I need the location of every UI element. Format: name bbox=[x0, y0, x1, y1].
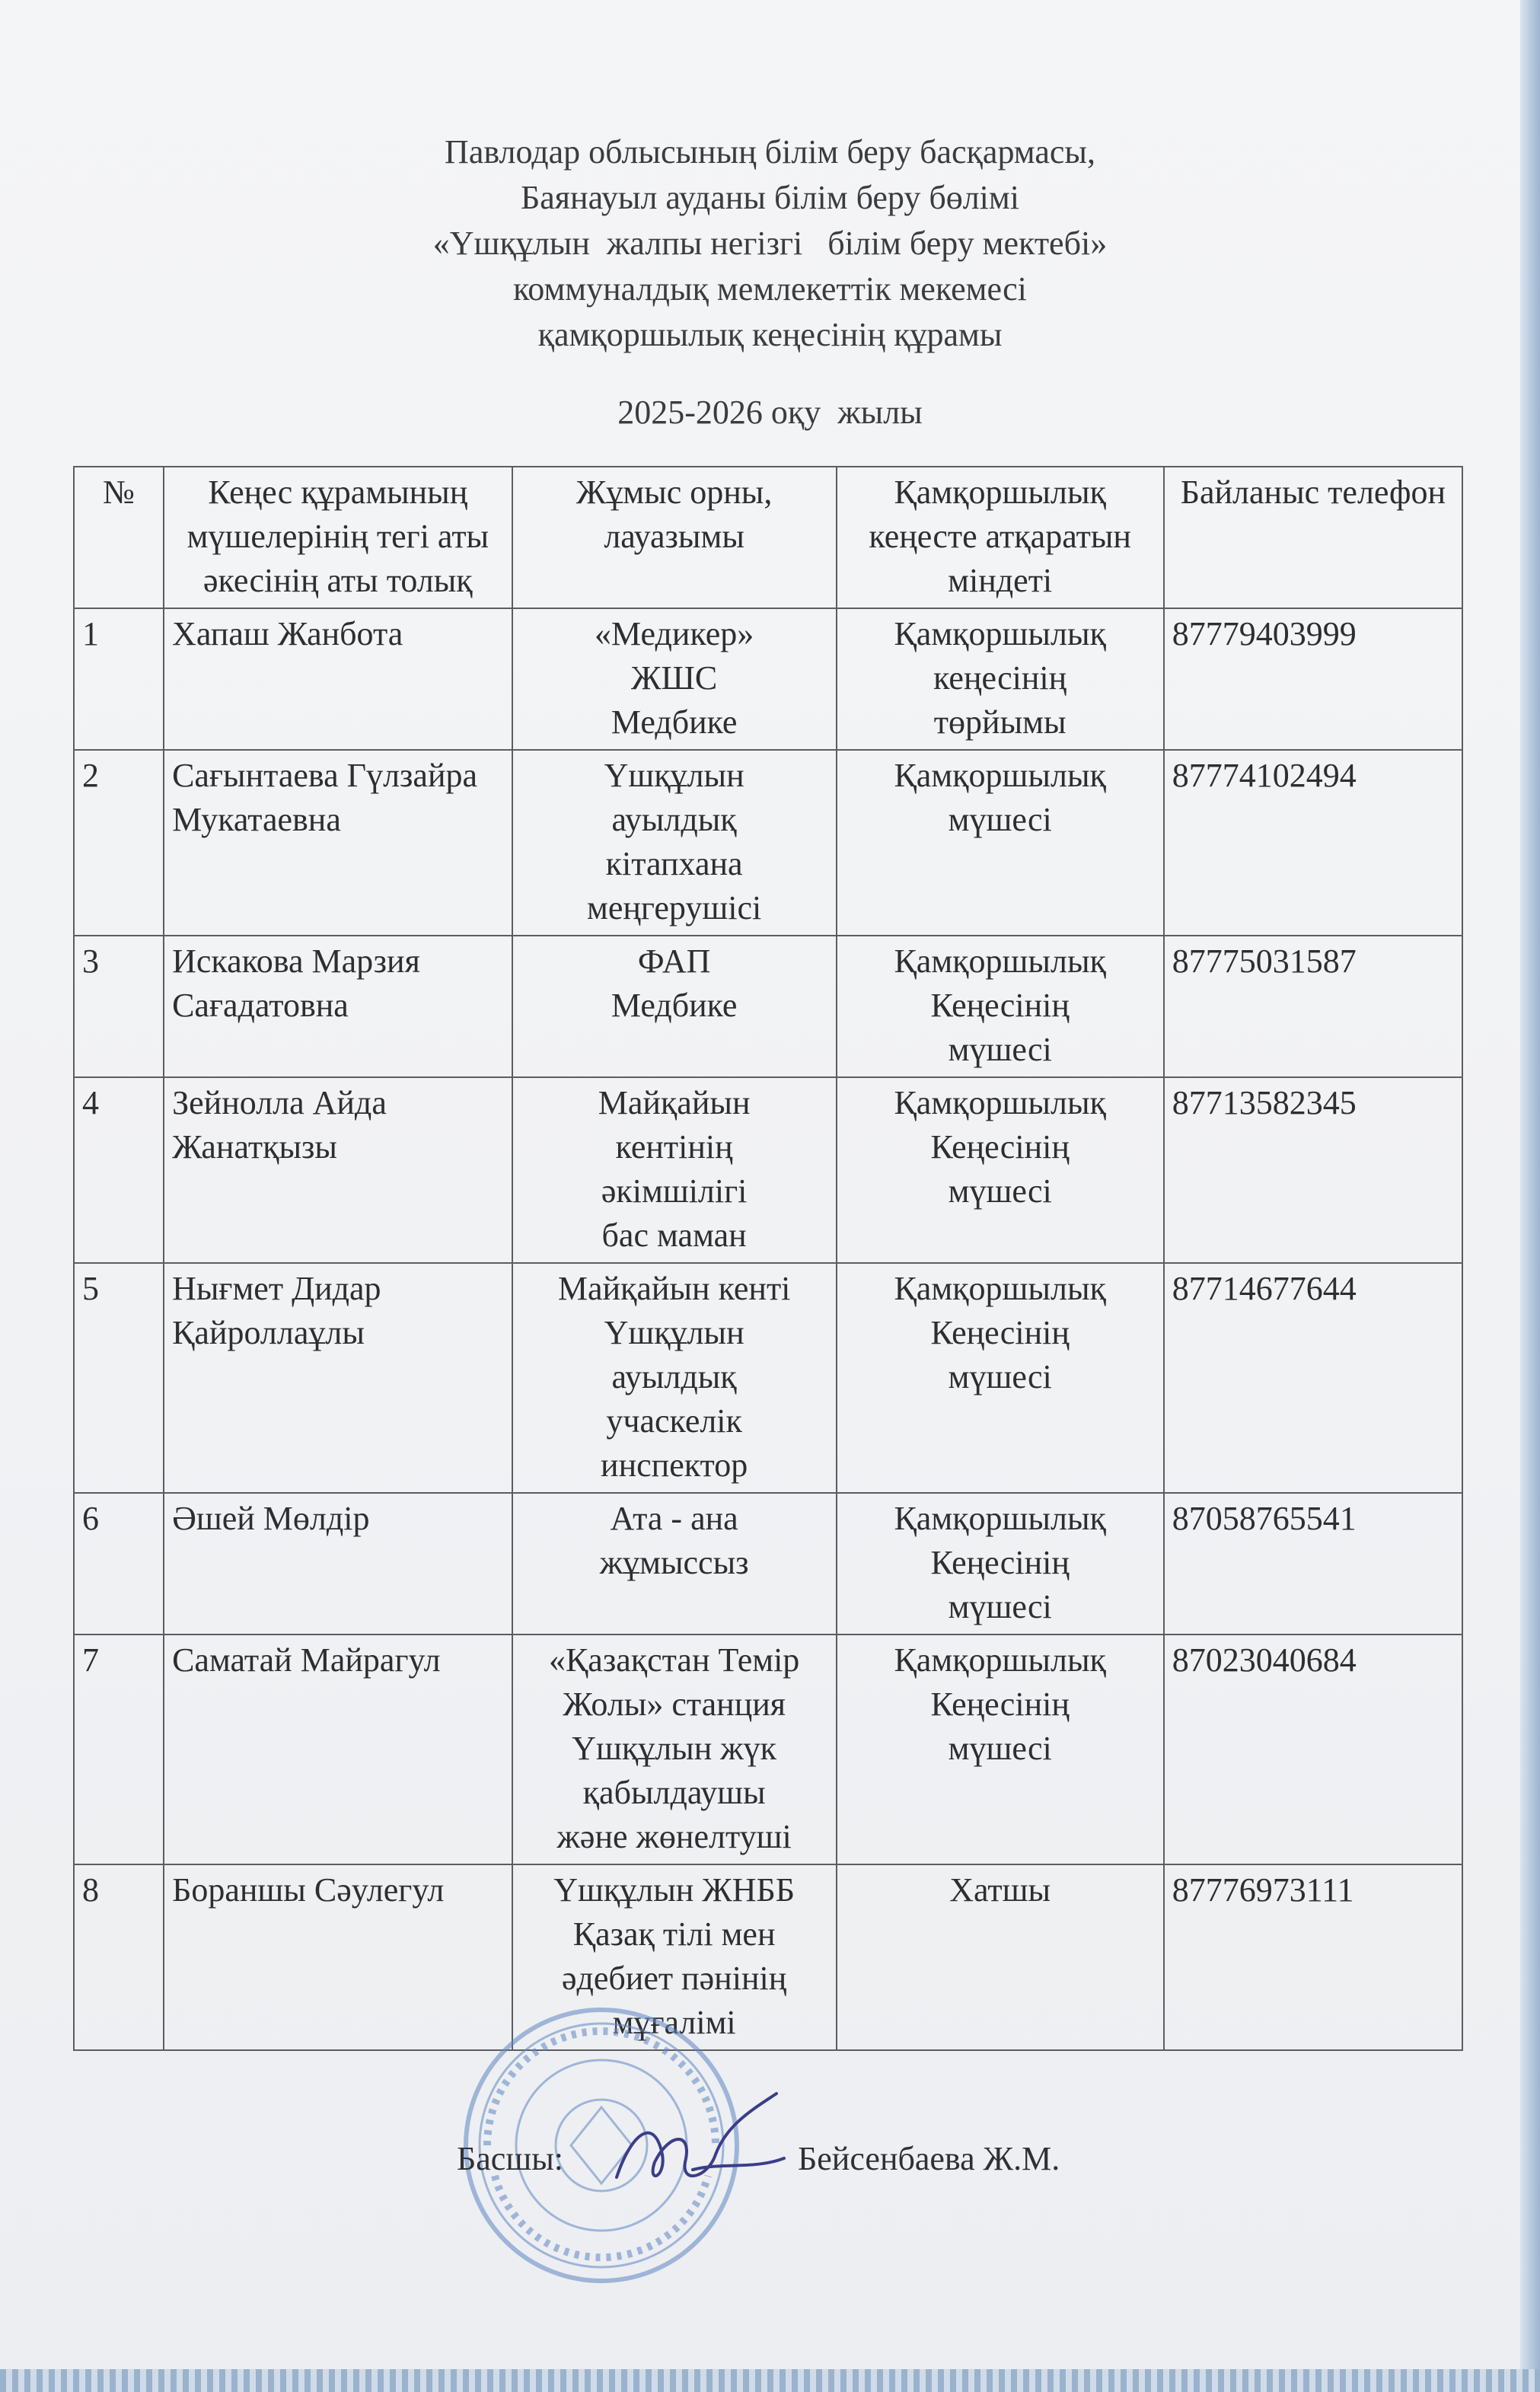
job-line: кентінің bbox=[615, 1128, 733, 1166]
row-number: 5 bbox=[74, 1263, 164, 1493]
member-job bbox=[512, 936, 837, 1077]
job-line: инспектор bbox=[601, 1446, 748, 1484]
table-row bbox=[74, 1493, 1462, 1635]
member-name: Зейнолла Айда Жанатқызы bbox=[164, 1077, 512, 1263]
duty-line: Кеңесінің bbox=[930, 1128, 1070, 1166]
job-line: жұмыссыз bbox=[599, 1544, 749, 1581]
row-number: 1 bbox=[74, 608, 164, 750]
member-phone: 87779403999 bbox=[1164, 608, 1462, 750]
row-number: 3 bbox=[74, 936, 164, 1077]
header-line: Павлодар облысының білім беру басқармасы, bbox=[445, 133, 1095, 171]
job-line: «Қазақстан Темір bbox=[548, 1641, 800, 1679]
table-row bbox=[74, 608, 1462, 750]
member-job bbox=[512, 1263, 837, 1493]
duty-line: Қамқоршылық bbox=[894, 615, 1106, 652]
duty-line: Қамқоршылық bbox=[894, 1500, 1106, 1537]
member-name: Әшей Мөлдір bbox=[164, 1493, 512, 1635]
member-duty bbox=[837, 936, 1164, 1077]
duty-line: мүшесі bbox=[948, 1588, 1052, 1625]
job-line: ауылдық bbox=[611, 1358, 737, 1395]
council-members-table bbox=[73, 466, 1463, 2051]
job-line: ФАП bbox=[637, 942, 711, 980]
table-row bbox=[74, 1864, 1462, 2050]
table-row bbox=[74, 936, 1462, 1077]
member-phone: 87776973111 bbox=[1164, 1864, 1462, 2050]
duty-line: Кеңесінің bbox=[930, 1686, 1070, 1723]
job-line: әдебиет пәнінің bbox=[561, 1960, 787, 1997]
member-job bbox=[512, 608, 837, 750]
binder-strip bbox=[0, 2369, 1540, 2392]
col-name-header: Кеңес құрамының мүшелерінің тегі аты әкесінің аты толық bbox=[164, 467, 512, 608]
col-job-header: Жұмыс орны, лауазымы bbox=[512, 467, 837, 608]
job-line: ЖШС bbox=[631, 659, 718, 697]
duty-line: Кеңесінің bbox=[930, 1544, 1070, 1581]
job-line: Үшқұлын жүк bbox=[572, 1730, 777, 1767]
job-line: әкімшілігі bbox=[601, 1172, 748, 1210]
member-job bbox=[512, 750, 837, 936]
job-line: Қазақ тілі мен bbox=[572, 1915, 776, 1953]
job-line: ауылдық bbox=[611, 801, 737, 838]
job-line: Жолы» станция bbox=[563, 1686, 786, 1723]
header-line: коммуналдық мемлекеттік мекемесі bbox=[513, 270, 1027, 308]
duty-line: Кеңесінің bbox=[930, 1314, 1070, 1351]
job-line: Майқайын кенті bbox=[557, 1270, 791, 1307]
table-header-row bbox=[74, 467, 1462, 608]
member-job bbox=[512, 1635, 837, 1864]
member-phone: 87774102494 bbox=[1164, 750, 1462, 936]
job-line: меңгерушісі bbox=[587, 889, 762, 927]
job-line: және жөнелтуші bbox=[556, 1818, 792, 1855]
row-number: 2 bbox=[74, 750, 164, 936]
member-job bbox=[512, 1077, 837, 1263]
duty-line: Қамқоршылық bbox=[894, 757, 1106, 794]
member-duty bbox=[837, 1864, 1164, 2050]
member-job bbox=[512, 1493, 837, 1635]
job-line: Үшқұлын bbox=[604, 757, 744, 794]
col-number-header: № bbox=[74, 467, 164, 608]
member-name: Бораншы Сәулегул bbox=[164, 1864, 512, 2050]
duty-line: мүшесі bbox=[948, 1730, 1052, 1767]
job-line: учаскелік bbox=[606, 1402, 742, 1440]
member-name: Нығмет Дидар Қайроллаұлы bbox=[164, 1263, 512, 1493]
header-line: қамқоршылық кеңесінің құрамы bbox=[537, 316, 1003, 353]
duty-line: Қамқоршылық bbox=[894, 1270, 1106, 1307]
job-line: қабылдаушы bbox=[582, 1774, 766, 1811]
row-number: 7 bbox=[74, 1635, 164, 1864]
member-name: Сағынтаева Гүлзайра Мукатаевна bbox=[164, 750, 512, 936]
job-line: кітапхана bbox=[605, 845, 743, 882]
academic-year: 2025-2026 оқу жылы bbox=[617, 394, 923, 431]
member-phone: 87713582345 bbox=[1164, 1077, 1462, 1263]
col-duty-header: Қамқоршылық кеңесте атқаратын міндеті bbox=[837, 467, 1164, 608]
duty-line: төрйымы bbox=[933, 703, 1067, 741]
job-line: «Медикер» bbox=[595, 615, 754, 652]
signatory-name: Бейсенбаева Ж.М. bbox=[798, 2140, 1060, 2177]
row-number: 8 bbox=[74, 1864, 164, 2050]
member-duty bbox=[837, 608, 1164, 750]
member-phone: 87023040684 bbox=[1164, 1635, 1462, 1864]
member-phone: 87058765541 bbox=[1164, 1493, 1462, 1635]
duty-line: мүшесі bbox=[948, 1358, 1052, 1395]
duty-line: Кеңесінің bbox=[930, 987, 1070, 1024]
member-duty bbox=[837, 1493, 1164, 1635]
duty-line: мүшесі bbox=[948, 1172, 1052, 1210]
member-duty bbox=[837, 1263, 1164, 1493]
duty-line: Хатшы bbox=[949, 1871, 1051, 1909]
job-line: Ата - ана bbox=[610, 1500, 738, 1537]
document-header bbox=[0, 129, 1540, 435]
member-duty bbox=[837, 1077, 1164, 1263]
job-line: Медбике bbox=[611, 987, 738, 1024]
job-line: мұғалімі bbox=[612, 2004, 736, 2041]
table-row bbox=[74, 1077, 1462, 1263]
table-row bbox=[74, 1635, 1462, 1864]
member-duty bbox=[837, 750, 1164, 936]
signature-label: Басшы: bbox=[457, 2140, 563, 2177]
col-phone-header: Байланыс телефон bbox=[1164, 467, 1462, 608]
duty-line: мүшесі bbox=[948, 1031, 1052, 1068]
duty-line: кеңесінің bbox=[933, 659, 1067, 697]
table-row bbox=[74, 750, 1462, 936]
duty-line: Қамқоршылық bbox=[894, 942, 1106, 980]
header-line: «Үшқұлын жалпы негізгі білім беру мектебі» bbox=[432, 225, 1108, 262]
job-line: Үшқұлын bbox=[604, 1314, 744, 1351]
header-line: Баянауыл ауданы білім беру бөлімі bbox=[521, 179, 1019, 216]
job-line: бас маман bbox=[601, 1217, 747, 1254]
member-phone: 87714677644 bbox=[1164, 1263, 1462, 1493]
signature-block bbox=[0, 2132, 1540, 2193]
duty-line: мүшесі bbox=[948, 801, 1052, 838]
member-phone: 87775031587 bbox=[1164, 936, 1462, 1077]
job-line: Майқайын bbox=[598, 1084, 751, 1121]
table-body bbox=[74, 608, 1462, 2050]
row-number: 6 bbox=[74, 1493, 164, 1635]
member-name: Искакова Марзия Сағадатовна bbox=[164, 936, 512, 1077]
row-number: 4 bbox=[74, 1077, 164, 1263]
member-name: Хапаш Жанбота bbox=[164, 608, 512, 750]
job-line: Үшқұлын ЖНББ bbox=[553, 1871, 796, 1909]
member-duty bbox=[837, 1635, 1164, 1864]
table-row bbox=[74, 1263, 1462, 1493]
member-name: Саматай Майрагул bbox=[164, 1635, 512, 1864]
duty-line: Қамқоршылық bbox=[894, 1641, 1106, 1679]
duty-line: Қамқоршылық bbox=[894, 1084, 1106, 1121]
job-line: Медбике bbox=[611, 703, 738, 741]
